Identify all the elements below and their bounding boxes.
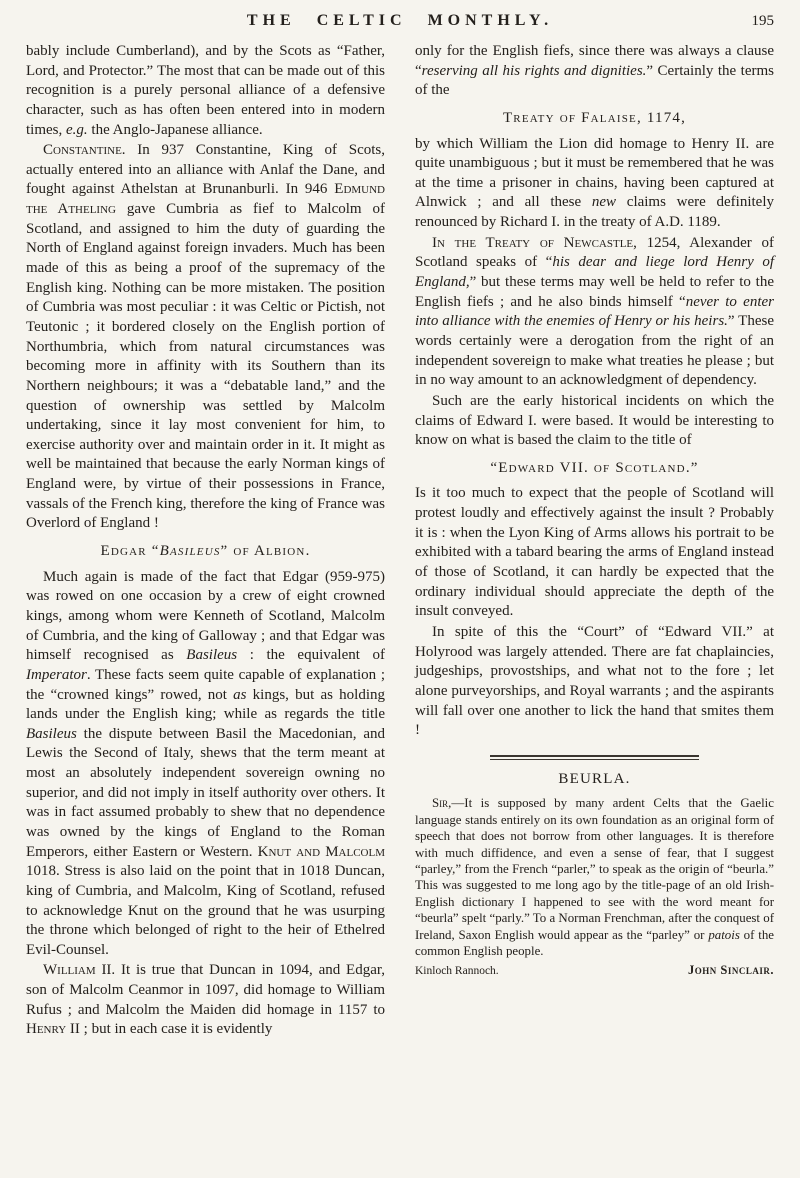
text-run: Knut and Malcolm 1018. [26,843,385,880]
text-run: of the common English people. [415,927,775,958]
text-run: Treaty of Falaise, 1174, [502,109,687,126]
page-title: THE CELTIC MONTHLY. [246,12,554,29]
text-run: In the Treaty of Newcastle, [432,234,637,251]
text-run: the Anglo-Japanese alliance. [87,121,263,138]
paragraph [415,135,774,233]
text-run: ” but these terms may well be held to refer to the English fiefs ; and he also binds himself “ [415,274,774,310]
text-run: “Edward VII. of Scotland.” [490,459,699,476]
paragraph [26,961,385,1040]
text-run: by which William the Lion did homage to Henry II. are quite unambiguous ; but it must be remembered that he was at the time a prisoner in chains, having been captured at Alnwick ; and all these [415,135,774,211]
section-heading [415,109,774,129]
text-run: In 937 Constantine, King of Scots, actually entered into an alliance with Anlaf the Dane, and fought against Athelstan at Brunanburli. In 946 [26,142,385,198]
section-heading [415,459,774,479]
signature-name: John Sinclair. [688,963,774,978]
paragraph [26,42,385,140]
text-run: patois [708,927,740,942]
signature-place: Kinloch Rannoch. [415,965,499,978]
text-run: Edmund the Atheling [26,181,385,218]
text-run: ” Certainly the terms of the [415,62,774,99]
text-run: William II. [43,962,116,979]
text-run: Stress is also laid on the point that in 1018 Duncan, king of Cumbria, and Malcolm, King of Scotland, refused to acknowledge Knut on the ground that he was usurping the throne which belonged of right to the heir of Ethelred Evil-Counsel. [26,863,385,958]
letter-signature [415,962,774,979]
text-run: new [591,194,617,211]
text-run: : the equivalent of [237,647,385,664]
text-run: In spite of this the “Court” of “Edward VII.” at Holyrood was largely attended. There are fat chaplaincies, judgeships, provostships, and what not to the fore ; let alone purveyorships, and Royal warrants ; and the aspirants will fall over one another to lick the hand that smites them ! [415,623,774,739]
page-header [26,12,774,30]
text-run: Edgar “ [100,543,160,560]
text-run: only for the English fiefs, since there was always a clause “ [415,43,774,79]
paragraph [415,42,774,101]
text-run: ” of Albion. [220,543,311,560]
text-run: ; but in each case it is evidently [79,1021,273,1038]
text-run: 1254, Alexander of Scotland speaks of “ [415,234,774,271]
text-run: BEURLA. [558,770,631,787]
paragraph [415,623,774,741]
text-run: Is it too much to expect that the people of Scotland will protest loudly and effectively against the insult ? Probably it is : when the Lyon King of Arms allows his portrait to be exhibited with a tabard bearing the arms of England instead of those of Scotland, it can hardly be expected that the ordinary individual should appreciate the depth of the insult conveyed. [415,485,774,620]
right-column [415,42,774,1041]
text-run: gave Cumbria as fief to Malcolm of Scotland, and assigned to him the duty of guarding the North of England against foreign invaders. Much has been made of this as being a proof of the supremacy of the English king. Nothing can be more mistaken. The position of Cumbria was most peculiar : it was Celtic or Pictish, not Teutonic ; it bordered closely on the English portion of Northumbria, which from natural circumstances was becoming more in affinity with its Southern than its Northern neighbours; it was a “debatable land,” and the question of ownership was settled by Malcolm undertaking, since it lay most convenient for him, to exercise authority over and maintain order in it. It might as well be maintained that because the early Norman kings of England were, by virtue of their possessions in France, vassals of the French king, therefore the king of France was Overlord of England ! [26,201,385,532]
text-run: the dispute between Basil the Macedonian, and Lewis the Second of Italy, shews that the term meant at most an absolutely independent sovereign owning no superior, and did not imply in itself authority over others. It was in fact assumed probably to shew that no dependence was owned by the kings of England to the Roman Emperors, either Eastern or Western. [26,725,385,860]
text-run: claims were definitely renounced by Richard I. in the treaty of A.D. 1189. [415,194,774,231]
text-run: ” These words certainly were a derogation from the right of an independent sovereign to make what treaties he please ; but in no way amount to an acknowledgment of dependency. [415,313,775,389]
article-body [26,42,774,1041]
text-run: Sir [432,796,449,811]
left-column [26,42,385,1041]
paragraph [415,392,774,451]
text-run: kings, but as holding lands under the English king; while as regards the title [26,686,385,723]
text-run: ,—It is supposed by many ardent Celts that the Gaelic language stands entirely on its own foundation as an original form of speech that does not borrow from other languages. It is therefore with much diffidence, and even a sense of fear, that I suggest “parley,” from the French “parler,” to speak as the origin of “beurla.” This was suggested to me long ago by the title-page of an old Irish-English dictionary I happened to see with the word meant for “beurla” spelt “parly.” To a Norman Frenchman, after the conquest of Ireland, Saxon English would appear as the “parley” or [415,796,774,942]
text-run: Such are the early historical incidents on which the claims of Edward I. were based. It would be interesting to know on what is based the claim to the title of [415,392,774,449]
text-run: Basileus [186,647,238,664]
section-heading [26,542,385,562]
text-run: never to enter into alliance with the enemies of Henry or his heirs. [415,293,774,330]
text-run: his dear and liege lord Henry of England, [415,254,774,291]
text-run: Much again is made of the fact that Edgar (959-975) was rowed on one occasion by a crew of eight crowned kings, among whom were Kenneth of Scotland, Malcolm of Cumbria, and the king of Galloway ; and that Edgar was himself recognised as [26,568,385,664]
text-run: Basileus [159,543,221,560]
text-run: Basileus [26,725,77,742]
paragraph [415,234,774,391]
text-run: bably include Cumberland), and by the Scots as “Father, Lord, and Protector.” The most that can be made out of this recognition is a purely personal alliance of a defensive character, such as has often been entered into in modern times, [26,43,385,138]
section-divider [490,755,698,760]
text-run: as [233,686,247,703]
text-run: e.g. [66,121,88,138]
paragraph [415,484,774,621]
text-run: Imperator [26,666,87,683]
text-run: . These facts seem quite capable of explanation ; the “crowned kings” rowed, not [26,666,385,703]
page-number: 195 [751,13,774,29]
text-run: Henry II [26,1021,80,1038]
section-heading [415,770,774,790]
paragraph [26,141,385,534]
text-run: reserving all his rights and dignities. [421,62,647,79]
paragraph [415,795,774,959]
paragraph [26,568,385,961]
text-run: It is true that Duncan in 1094, and Edgar, son of Malcolm Ceanmor in 1097, did homage to William Rufus ; and Malcolm the Maiden did homage in 1157 to [26,962,385,1018]
text-run: Constantine. [43,142,126,159]
